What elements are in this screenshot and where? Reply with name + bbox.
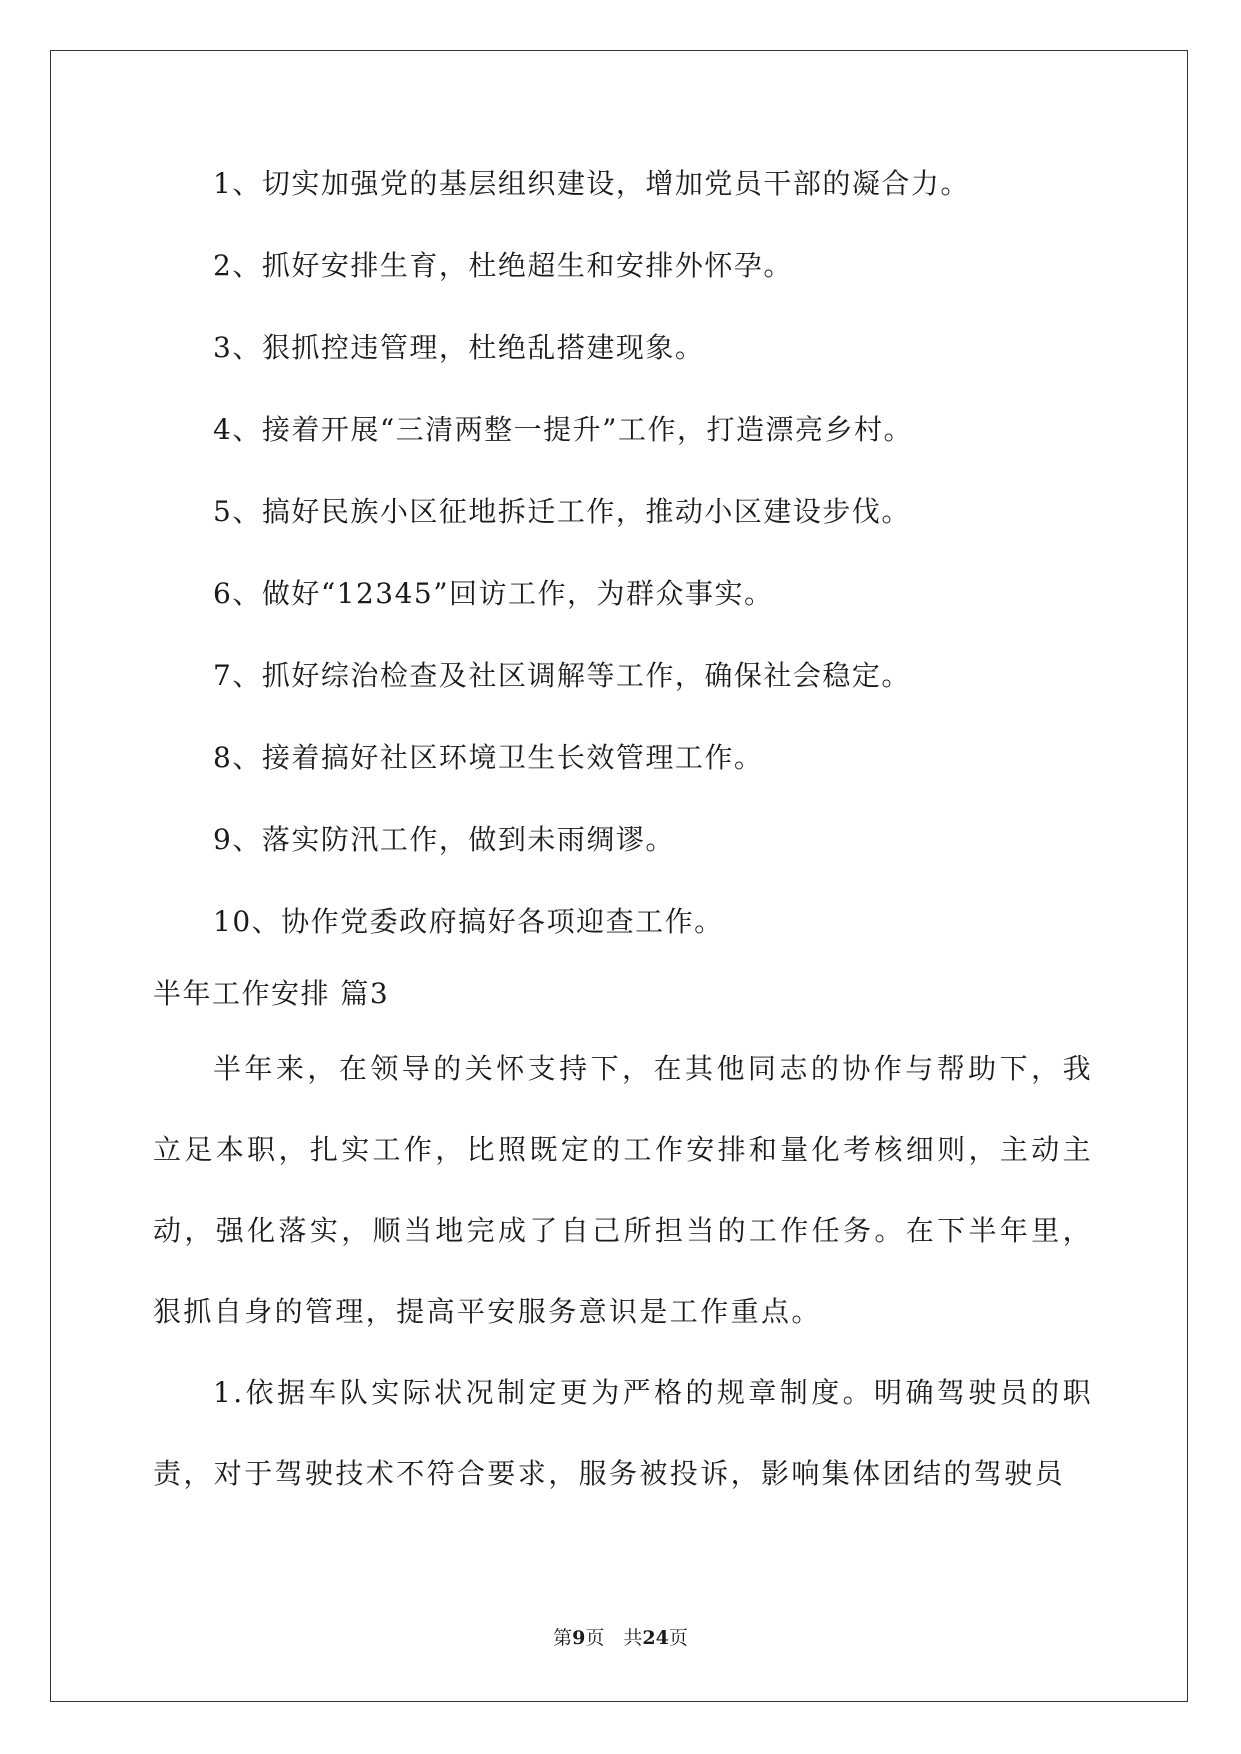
list-item: 2、抓好安排生育，杜绝超生和安排外怀孕。 <box>213 249 793 282</box>
list-item: 1、切实加强党的基层组织建设，增加党员干部的凝合力。 <box>213 167 970 200</box>
footer-suffix: 页 <box>668 1627 688 1649</box>
current-page-number: 9 <box>572 1627 586 1649</box>
section-heading: 半年工作安排 篇3 <box>153 977 390 1010</box>
body-paragraph: 半年来，在领导的关怀支持下，在其他同志的协作与帮助下，我立足本职，扎实工作，比照既定的工作安排和量化考核细则，主动主动，强化落实，顺当地完成了自己所担当的工作任务。在下半年里，狠抓自身的管理，提高平安服务意识是工作重点。 <box>153 1052 1093 1328</box>
list-item: 5、搞好民族小区征地拆迁工作，推动小区建设步伐。 <box>213 495 911 528</box>
list-item: 3、狠抓控违管理，杜绝乱搭建现象。 <box>213 331 705 364</box>
total-page-count: 24 <box>642 1627 669 1649</box>
footer-middle: 页 共 <box>585 1627 643 1649</box>
footer-prefix: 第 <box>553 1627 573 1649</box>
document-body <box>153 168 1093 1514</box>
list-item: 6、做好“12345”回访工作，为群众事实。 <box>213 577 774 610</box>
body-paragraph: 1.依据车队实际状况制定更为严格的规章制度。明确驾驶员的职责，对于驾驶技术不符合要求，服务被投诉，影响集体团结的驾驶员 <box>153 1376 1093 1490</box>
list-item: 4、接着开展“三清两整一提升”工作，打造漂亮乡村。 <box>213 413 913 446</box>
list-item: 9、落实防汛工作，做到未雨绸谬。 <box>213 823 675 856</box>
list-item: 7、抓好综治检查及社区调解等工作，确保社会稳定。 <box>213 659 911 692</box>
list-item: 10、协作党委政府搞好各项迎查工作。 <box>213 905 724 938</box>
page-footer <box>0 1626 1241 1650</box>
list-item: 8、接着搞好社区环境卫生长效管理工作。 <box>213 741 764 774</box>
